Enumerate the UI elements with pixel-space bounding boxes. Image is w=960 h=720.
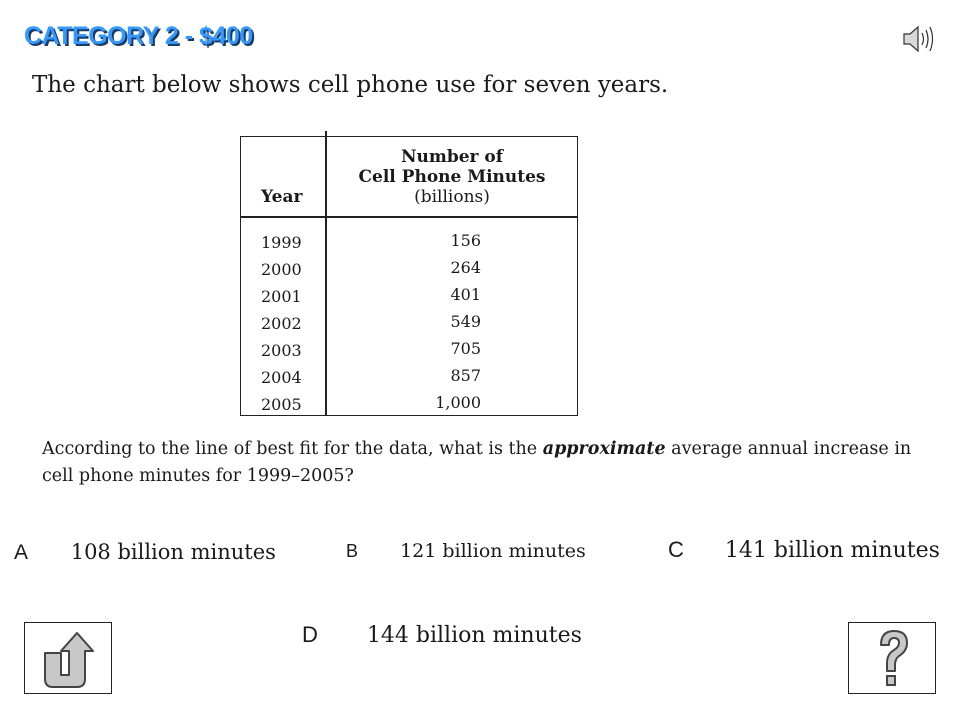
page-title: CATEGORY 2 - $400 — [24, 22, 253, 50]
data-table — [240, 136, 578, 416]
table-cell-minutes: 264 — [450, 258, 481, 277]
choice-c[interactable] — [668, 537, 940, 563]
minutes-column-header — [327, 147, 577, 207]
table-cell-year: 2003 — [261, 341, 302, 360]
table-cell-minutes: 705 — [450, 339, 481, 358]
header-divider — [241, 216, 577, 218]
choice-c-letter: C — [668, 537, 684, 562]
choice-a-text: 108 billion minutes — [70, 540, 276, 564]
table-cell-minutes: 1,000 — [435, 393, 481, 412]
question-text-after: average annual increase in cell phone minutes for 1999–2005? — [42, 439, 912, 486]
choice-d[interactable] — [302, 622, 582, 648]
table-cell-minutes: 549 — [450, 312, 481, 331]
choice-b-letter: B — [346, 541, 359, 561]
table-cell-minutes: 401 — [450, 285, 481, 304]
help-button[interactable] — [848, 622, 936, 694]
minutes-column — [401, 227, 481, 416]
minutes-header-line2: Cell Phone Minutes — [358, 167, 546, 187]
intro-text: The chart below shows cell phone use for seven years. — [32, 72, 669, 98]
table-cell-year: 1999 — [261, 233, 302, 252]
table-cell-year: 2002 — [261, 314, 302, 333]
choice-a[interactable] — [14, 540, 276, 565]
table-cell-minutes: 857 — [450, 366, 481, 385]
speaker-icon[interactable] — [900, 22, 940, 56]
choice-d-text: 144 billion minutes — [366, 623, 582, 648]
choice-b[interactable] — [346, 540, 586, 562]
year-column — [261, 229, 302, 418]
question-mark-icon — [849, 623, 937, 695]
table-cell-minutes: 156 — [450, 231, 481, 250]
choice-d-letter: D — [302, 622, 318, 647]
question-text — [42, 436, 942, 490]
question-text-before: According to the line of best fit for the data, what is the — [42, 439, 543, 459]
choice-c-text: 141 billion minutes — [724, 538, 940, 563]
table-cell-year: 2001 — [261, 287, 302, 306]
minutes-header-line3: (billions) — [414, 187, 490, 207]
table-cell-year: 2005 — [261, 395, 302, 414]
choice-a-letter: A — [14, 541, 29, 564]
return-arrow-icon — [25, 623, 113, 695]
question-emphasis: approximate — [542, 439, 666, 459]
table-cell-year: 2000 — [261, 260, 302, 279]
table-cell-year: 2004 — [261, 368, 302, 387]
back-button[interactable] — [24, 622, 112, 694]
choice-b-text: 121 billion minutes — [400, 540, 586, 562]
minutes-header-line1: Number of — [400, 147, 504, 167]
year-column-header: Year — [261, 187, 303, 207]
